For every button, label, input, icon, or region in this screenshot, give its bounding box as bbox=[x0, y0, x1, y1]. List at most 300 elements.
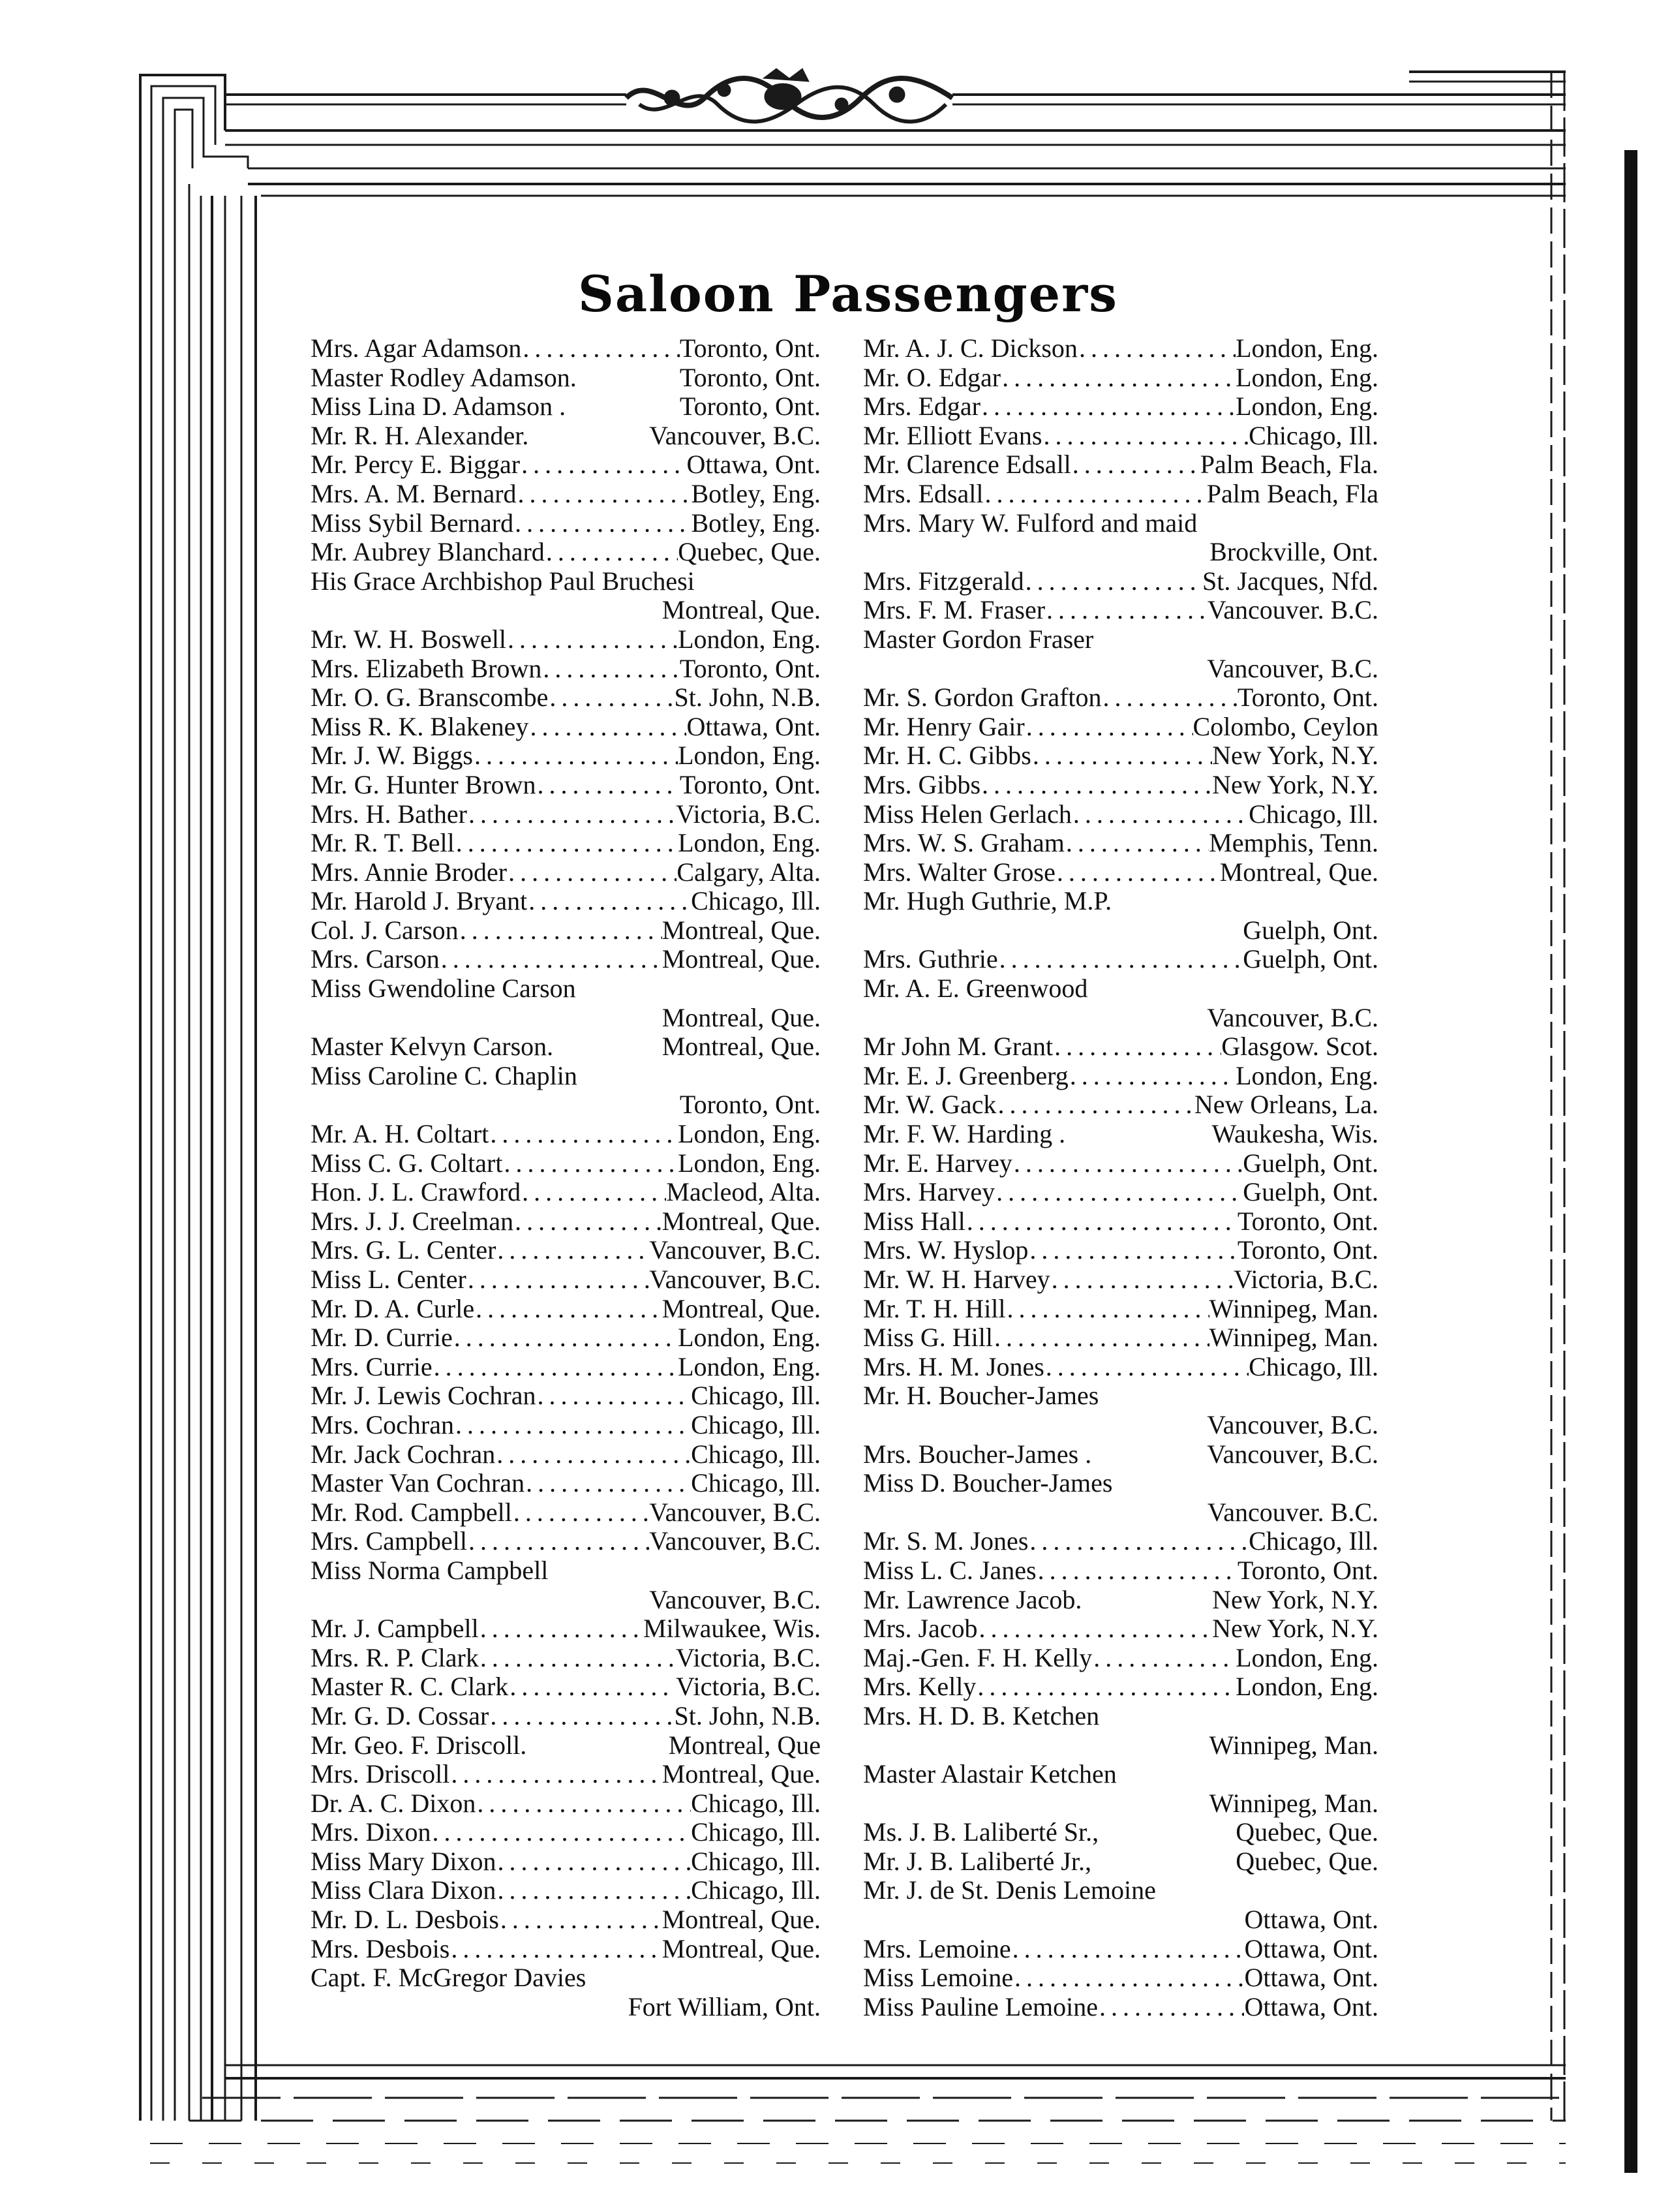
passenger-name: Mr. W. Gack bbox=[863, 1090, 997, 1120]
dot-leader bbox=[1071, 450, 1200, 480]
passenger-entry bbox=[311, 916, 821, 945]
passenger-name: Mr. J. de St. Denis Lemoine bbox=[863, 1875, 1156, 1905]
passenger-entry bbox=[863, 683, 1378, 713]
dot-leader bbox=[1056, 858, 1220, 887]
passenger-residence: Vancouver, B.C. bbox=[1207, 653, 1378, 683]
passenger-residence: London, Eng. bbox=[1236, 333, 1378, 363]
passenger-residence: Montreal, Que. bbox=[661, 1293, 821, 1323]
passenger-residence: London, Eng. bbox=[678, 1323, 821, 1353]
dot-leader bbox=[459, 916, 662, 945]
passenger-entry bbox=[311, 1847, 821, 1877]
passenger-residence: Vancouver. B.C. bbox=[1207, 595, 1378, 625]
dot-leader bbox=[449, 1935, 661, 1964]
passenger-entry bbox=[863, 422, 1378, 451]
passenger-entry bbox=[311, 1935, 821, 1964]
passenger-residence: London, Eng. bbox=[678, 741, 821, 771]
passenger-entry bbox=[863, 1993, 1378, 2022]
passenger-entry-continued bbox=[863, 1789, 1378, 1819]
dot-leader bbox=[467, 800, 676, 829]
passenger-entry bbox=[863, 713, 1378, 742]
passenger-name: Mr. Hugh Guthrie, M.P. bbox=[863, 886, 1112, 916]
dot-leader bbox=[524, 1469, 691, 1498]
passenger-entry bbox=[863, 1847, 1378, 1877]
passenger-name: Master R. C. Clark bbox=[311, 1672, 509, 1702]
dot-leader bbox=[466, 1265, 649, 1295]
dot-leader bbox=[1065, 829, 1209, 858]
passenger-entry bbox=[311, 1527, 821, 1556]
passenger-entry bbox=[311, 1032, 821, 1062]
passenger-entry bbox=[863, 1032, 1378, 1062]
passenger-residence: New York, N.Y. bbox=[1212, 769, 1378, 799]
passenger-residence: London, Eng. bbox=[678, 1351, 821, 1381]
passenger-residence: Memphis, Tenn. bbox=[1209, 828, 1378, 858]
dot-leader bbox=[548, 683, 674, 713]
passenger-name: Mr. R. T. Bell bbox=[311, 828, 455, 858]
passenger-name: Mr. R. H. Alexander. bbox=[311, 420, 529, 450]
passenger-entry bbox=[311, 1905, 821, 1935]
dot-leader bbox=[495, 1440, 691, 1469]
passenger-entry bbox=[311, 1672, 821, 1702]
passenger-residence: Chicago, Ill. bbox=[1249, 799, 1378, 829]
passenger-name: Mr. Aubrey Blanchard bbox=[311, 537, 545, 567]
passenger-name: Hon. J. L. Crawford bbox=[311, 1177, 521, 1207]
passenger-name: Mrs. R. P. Clark bbox=[311, 1642, 479, 1672]
passenger-entry bbox=[311, 1818, 821, 1847]
passenger-residence: Montreal, Que. bbox=[661, 944, 821, 974]
passenger-residence: Montreal, Que. bbox=[661, 1759, 821, 1789]
passenger-residence: Brockville, Ont. bbox=[1209, 537, 1378, 567]
passenger-name: Mrs. G. L. Center bbox=[311, 1235, 496, 1265]
passenger-residence: Winnipeg, Man. bbox=[1209, 1788, 1378, 1818]
passenger-entry bbox=[311, 625, 821, 654]
passenger-entry bbox=[311, 1062, 821, 1091]
passenger-name: Miss D. Boucher-James bbox=[863, 1468, 1113, 1498]
dot-leader bbox=[467, 1527, 649, 1556]
dot-leader bbox=[508, 1672, 676, 1702]
dot-leader bbox=[1053, 1032, 1221, 1062]
passenger-name: Miss Gwendoline Carson bbox=[311, 974, 576, 1004]
dot-leader bbox=[1069, 1062, 1236, 1091]
passenger-entry bbox=[863, 1556, 1378, 1586]
passenger-entry bbox=[863, 1236, 1378, 1265]
passenger-entry bbox=[863, 1120, 1378, 1149]
passenger-name: Mr. J. Lewis Cochran bbox=[311, 1381, 536, 1411]
passenger-residence: Quebec, Que. bbox=[678, 537, 821, 567]
dot-leader bbox=[474, 1295, 662, 1324]
passenger-name: Mr. Elliott Evans bbox=[863, 420, 1042, 450]
dot-leader bbox=[517, 480, 692, 509]
passenger-residence: Guelph, Ont. bbox=[1243, 944, 1378, 974]
passenger-name: Mrs. Jacob bbox=[863, 1614, 978, 1644]
passenger-name: Mr. J. W. Biggs bbox=[311, 741, 473, 771]
passenger-name: Mrs. Annie Broder bbox=[311, 857, 508, 887]
passenger-residence: Toronto, Ont. bbox=[1237, 1206, 1378, 1236]
passenger-residence: Montreal, Que. bbox=[661, 915, 821, 945]
passenger-entry bbox=[311, 422, 821, 451]
dot-leader bbox=[455, 829, 678, 858]
dot-leader bbox=[1042, 422, 1249, 451]
dot-leader bbox=[983, 480, 1206, 509]
dot-leader bbox=[1011, 1935, 1245, 1964]
passenger-residence: St. John, N.B. bbox=[674, 683, 821, 713]
ornament-scroll-icon bbox=[626, 69, 952, 121]
passenger-name: Mr. W. H. Harvey bbox=[863, 1265, 1050, 1294]
passenger-name: Mrs. J. J. Creelman bbox=[311, 1206, 514, 1236]
passenger-name: Mr. Henry Gair bbox=[863, 711, 1025, 741]
passenger-name: Miss Lina D. Adamson . bbox=[311, 392, 566, 422]
passenger-entry bbox=[311, 1381, 821, 1411]
dot-leader bbox=[512, 1498, 649, 1528]
passenger-entry bbox=[311, 945, 821, 974]
passenger-entry bbox=[311, 480, 821, 509]
passenger-entry bbox=[311, 392, 821, 422]
passenger-entry bbox=[311, 1469, 821, 1498]
passenger-residence: Chicago, Ill. bbox=[691, 1788, 821, 1818]
passenger-residence: London, Eng. bbox=[678, 624, 821, 654]
passenger-name: Miss Sybil Bernard bbox=[311, 508, 514, 538]
passenger-entry bbox=[863, 1644, 1378, 1673]
passenger-name: Miss Norma Campbell bbox=[311, 1555, 549, 1585]
passenger-entry bbox=[863, 887, 1378, 916]
passenger-name: Miss L. Center bbox=[311, 1265, 466, 1294]
passenger-residence: London, Eng. bbox=[1236, 1642, 1378, 1672]
passenger-entry bbox=[863, 771, 1378, 800]
passenger-residence: Ottawa, Ont. bbox=[686, 711, 821, 741]
passenger-entry bbox=[863, 480, 1378, 509]
passenger-entry bbox=[311, 567, 821, 596]
passenger-name: Master Gordon Fraser bbox=[863, 624, 1094, 654]
dot-leader bbox=[496, 1847, 691, 1877]
passenger-residence: Chicago, Ill. bbox=[691, 1409, 821, 1439]
passenger-entry bbox=[863, 1265, 1378, 1295]
passenger-entry bbox=[863, 1149, 1378, 1178]
passenger-name: Mr. J. B. Laliberté Jr., bbox=[863, 1846, 1091, 1876]
passenger-entry bbox=[311, 1731, 821, 1760]
dot-leader bbox=[476, 1789, 691, 1819]
passenger-name: Mr. H. C. Gibbs bbox=[863, 741, 1031, 771]
passenger-residence: Montreal, Que. bbox=[661, 1032, 821, 1062]
passenger-name: Miss R. K. Blakeney bbox=[311, 711, 529, 741]
passenger-residence: Milwaukee, Wis. bbox=[643, 1614, 821, 1644]
dot-leader bbox=[1028, 1527, 1249, 1556]
passenger-name: Mr. J. Campbell bbox=[311, 1614, 479, 1644]
passenger-residence: Victoria, B.C. bbox=[675, 1672, 821, 1702]
passenger-residence: New York, N.Y. bbox=[1212, 1614, 1378, 1644]
passenger-residence: Quebec, Que. bbox=[1236, 1817, 1378, 1847]
passenger-entry bbox=[863, 1702, 1378, 1731]
passenger-entry bbox=[863, 509, 1378, 538]
passenger-residence: London, Eng. bbox=[678, 1119, 821, 1149]
dot-leader bbox=[454, 1411, 691, 1440]
passenger-name: Mr. Clarence Edsall bbox=[863, 450, 1071, 480]
passenger-residence: Vancouver, B.C. bbox=[649, 420, 821, 450]
dot-leader bbox=[995, 1178, 1243, 1207]
passenger-residence: Vancouver, B.C. bbox=[1207, 1002, 1378, 1032]
passenger-name: Capt. F. McGregor Davies bbox=[311, 1963, 586, 1993]
passenger-name: Mr. Jack Cochran bbox=[311, 1439, 496, 1469]
passenger-name: Mr. S. Gordon Grafton bbox=[863, 683, 1102, 713]
passenger-entry bbox=[311, 363, 821, 393]
passenger-entry bbox=[863, 1876, 1378, 1905]
passenger-residence: Toronto, Ont. bbox=[679, 362, 821, 392]
passenger-residence: Toronto, Ont. bbox=[679, 333, 821, 363]
passenger-entry bbox=[863, 392, 1378, 422]
passenger-name: Maj.-Gen. F. H. Kelly bbox=[863, 1642, 1093, 1672]
passenger-entry bbox=[863, 1440, 1378, 1469]
passenger-residence: Chicago, Ill. bbox=[691, 1468, 821, 1498]
passenger-name: Mrs. Carson bbox=[311, 944, 440, 974]
passenger-name: Mrs. Currie bbox=[311, 1351, 433, 1381]
passenger-name: Mr. O. Edgar bbox=[863, 362, 1001, 392]
passenger-residence: Quebec, Que. bbox=[1236, 1846, 1378, 1876]
passenger-name: Mrs. Guthrie bbox=[863, 944, 998, 974]
passenger-residence: Toronto, Ont. bbox=[679, 1090, 821, 1120]
passenger-name: Mr. A. J. C. Dickson bbox=[863, 333, 1078, 363]
dot-leader bbox=[1024, 567, 1202, 596]
passenger-residence: Vancouver, B.C. bbox=[649, 1526, 821, 1556]
passenger-name: Mr. G. D. Cossar bbox=[311, 1700, 489, 1730]
passenger-entry bbox=[311, 1236, 821, 1265]
dot-leader bbox=[440, 945, 662, 974]
passenger-name: Mrs. Lemoine bbox=[863, 1933, 1011, 1963]
dot-leader bbox=[520, 450, 686, 480]
dot-leader bbox=[1072, 800, 1249, 829]
passenger-name: Mrs. F. M. Fraser bbox=[863, 595, 1046, 625]
passenger-name: Miss L. C. Janes bbox=[863, 1555, 1037, 1585]
dot-leader bbox=[536, 771, 680, 800]
dot-leader bbox=[965, 1207, 1238, 1237]
dot-leader bbox=[496, 1876, 691, 1905]
dot-leader bbox=[998, 945, 1243, 974]
passenger-entry bbox=[311, 1440, 821, 1469]
passenger-residence: Ottawa, Ont. bbox=[1244, 1905, 1378, 1935]
passenger-name: Mrs. H. Bather bbox=[311, 799, 467, 829]
passenger-name: Mrs. Agar Adamson bbox=[311, 333, 522, 363]
dot-leader bbox=[528, 713, 686, 742]
passenger-residence: Montreal, Que. bbox=[1219, 857, 1378, 887]
passenger-name: Mrs. Fitzgerald bbox=[863, 566, 1024, 596]
passenger-entry bbox=[311, 683, 821, 713]
passenger-name: Mr. G. Hunter Brown bbox=[311, 769, 536, 799]
passenger-residence: Chicago, Ill. bbox=[691, 1846, 821, 1876]
passenger-residence: Guelph, Ont. bbox=[1243, 915, 1378, 945]
passenger-entry bbox=[311, 654, 821, 684]
dot-leader bbox=[1006, 1295, 1209, 1324]
passenger-entry bbox=[311, 1556, 821, 1586]
passenger-name: Mr. Rod. Campbell bbox=[311, 1497, 512, 1527]
passenger-residence: New Orleans, La. bbox=[1194, 1090, 1378, 1120]
passenger-name: Mr. Percy E. Biggar bbox=[311, 450, 521, 480]
dot-leader bbox=[1012, 1149, 1243, 1178]
passenger-entry bbox=[311, 1760, 821, 1789]
passenger-name: Dr. A. C. Dixon bbox=[311, 1788, 476, 1818]
passenger-residence: Vancouver, B.C. bbox=[1207, 1439, 1378, 1469]
passenger-entry bbox=[863, 1090, 1378, 1120]
passenger-name: Mr. F. W. Harding . bbox=[863, 1119, 1066, 1149]
dot-leader bbox=[993, 1323, 1209, 1353]
passenger-name: Miss Pauline Lemoine bbox=[863, 1991, 1098, 2021]
passenger-residence: Montreal, Que. bbox=[661, 1905, 821, 1935]
page-title: Saloon Passengers bbox=[578, 264, 1118, 323]
dot-leader bbox=[1050, 1265, 1234, 1295]
passenger-entry bbox=[863, 567, 1378, 596]
passenger-entry bbox=[311, 1614, 821, 1644]
passenger-residence: London, Eng. bbox=[1236, 362, 1378, 392]
passenger-entry bbox=[863, 1295, 1378, 1324]
passenger-name: Mr. S. M. Jones bbox=[863, 1526, 1029, 1556]
passenger-residence: Vancouver, B.C. bbox=[1207, 1409, 1378, 1439]
passenger-name: Col. J. Carson bbox=[311, 915, 459, 945]
passenger-residence: Toronto, Ont. bbox=[1237, 1555, 1378, 1585]
passenger-residence: Chicago, Ill. bbox=[1249, 1526, 1378, 1556]
dot-leader bbox=[1045, 596, 1208, 625]
scan-edge-bar bbox=[1624, 150, 1637, 2173]
passenger-residence: Palm Beach, Fla bbox=[1206, 478, 1378, 508]
passenger-entry bbox=[311, 1353, 821, 1382]
passenger-entry bbox=[311, 829, 821, 858]
dot-leader bbox=[496, 1236, 649, 1265]
passenger-name: Master Rodley Adamson. bbox=[311, 362, 577, 392]
dot-leader bbox=[1001, 363, 1236, 393]
passenger-name: Mrs. Edgar bbox=[863, 392, 981, 422]
passenger-residence: Waukesha, Wis. bbox=[1211, 1119, 1378, 1149]
passenger-entry-continued bbox=[863, 1731, 1378, 1760]
passenger-list-right-column bbox=[863, 334, 1378, 2021]
passenger-entry bbox=[863, 1062, 1378, 1091]
dot-leader bbox=[507, 858, 676, 887]
passenger-name: Mrs. Cochran bbox=[311, 1409, 454, 1439]
passenger-entry bbox=[311, 1702, 821, 1731]
passenger-entry bbox=[311, 1295, 821, 1324]
passenger-name: Mrs. Desbois bbox=[311, 1933, 450, 1963]
passenger-entry bbox=[863, 1586, 1378, 1615]
passenger-name: Mr. D. Currie bbox=[311, 1323, 453, 1353]
passenger-entry bbox=[863, 1614, 1378, 1644]
dot-leader bbox=[1013, 1963, 1245, 1993]
dot-leader bbox=[502, 1149, 678, 1178]
passenger-name: Mr John M. Grant bbox=[863, 1032, 1054, 1062]
passenger-residence: New York, N.Y. bbox=[1212, 741, 1378, 771]
dot-leader bbox=[1025, 713, 1193, 742]
passenger-entry bbox=[311, 1149, 821, 1178]
passenger-entry bbox=[311, 741, 821, 771]
passenger-name: Mrs. Dixon bbox=[311, 1817, 431, 1847]
passenger-residence: Guelph, Ont. bbox=[1243, 1177, 1378, 1207]
passenger-name: Miss Caroline C. Chaplin bbox=[311, 1060, 577, 1090]
dot-leader bbox=[976, 1672, 1236, 1702]
passenger-entry bbox=[863, 334, 1378, 363]
passenger-entry-continued bbox=[311, 1993, 821, 2022]
passenger-name: Mr. Harold J. Bryant bbox=[311, 886, 528, 916]
passenger-name: Mrs. A. M. Bernard bbox=[311, 478, 517, 508]
passenger-residence: St. John, N.B. bbox=[674, 1700, 821, 1730]
dot-leader bbox=[978, 1614, 1213, 1644]
passenger-name: Mrs. Walter Grose bbox=[863, 857, 1056, 887]
passenger-entry bbox=[863, 1381, 1378, 1411]
passenger-name: Mrs. Harvey bbox=[863, 1177, 996, 1207]
dot-leader bbox=[473, 741, 678, 771]
passenger-name: Mrs. Campbell bbox=[311, 1526, 467, 1556]
passenger-residence: Chicago, Ill. bbox=[1249, 1351, 1378, 1381]
passenger-entry bbox=[311, 1644, 821, 1673]
dot-leader bbox=[981, 771, 1212, 800]
passenger-entry-continued bbox=[863, 1905, 1378, 1935]
dot-leader bbox=[521, 1178, 666, 1207]
passenger-residence: Vancouver, B.C. bbox=[649, 1265, 821, 1294]
passenger-residence: Victoria, B.C. bbox=[1233, 1265, 1378, 1294]
passenger-residence: Toronto, Ont. bbox=[679, 769, 821, 799]
passenger-residence: Montreal, Que. bbox=[661, 595, 821, 625]
passenger-entry bbox=[311, 887, 821, 916]
passenger-name: Mr. W. H. Boswell bbox=[311, 624, 507, 654]
passenger-name: Mrs. Edsall bbox=[863, 478, 984, 508]
passenger-name: Mr. A. H. Coltart bbox=[311, 1119, 489, 1149]
passenger-entry-continued bbox=[311, 1004, 821, 1033]
passenger-list-left-column bbox=[311, 334, 821, 2021]
passenger-name: Mr. D. A. Curle bbox=[311, 1293, 475, 1323]
passenger-name: Mrs. W. S. Graham bbox=[863, 828, 1065, 858]
passenger-name: Mr. T. H. Hill bbox=[863, 1293, 1006, 1323]
passenger-name: Mr. Geo. F. Driscoll. bbox=[311, 1730, 527, 1760]
dot-leader bbox=[1044, 1353, 1249, 1382]
dot-leader bbox=[521, 334, 680, 363]
passenger-residence: Winnipeg, Man. bbox=[1209, 1323, 1378, 1353]
dot-leader bbox=[541, 654, 680, 684]
dot-leader bbox=[489, 1120, 678, 1149]
passenger-name: Miss Mary Dixon bbox=[311, 1846, 496, 1876]
passenger-residence: Colombo, Ceylon bbox=[1193, 711, 1378, 741]
passenger-residence: Chicago, Ill. bbox=[691, 886, 821, 916]
passenger-name: Mrs. Kelly bbox=[863, 1672, 977, 1702]
passenger-entry bbox=[311, 450, 821, 480]
passenger-residence: Winnipeg, Man. bbox=[1209, 1293, 1378, 1323]
passenger-residence: Victoria, B.C. bbox=[675, 799, 821, 829]
passenger-residence: Ottawa, Ont. bbox=[1244, 1933, 1378, 1963]
dot-leader bbox=[431, 1818, 691, 1847]
passenger-entry bbox=[863, 1469, 1378, 1498]
passenger-entry bbox=[863, 1353, 1378, 1382]
passenger-residence: Toronto, Ont. bbox=[679, 392, 821, 422]
passenger-entry bbox=[863, 1672, 1378, 1702]
passenger-residence: Montreal, Que. bbox=[661, 1933, 821, 1963]
dot-leader bbox=[545, 538, 678, 567]
passenger-residence: Glasgow. Scot. bbox=[1221, 1032, 1378, 1062]
passenger-name: Miss Helen Gerlach bbox=[863, 799, 1072, 829]
dot-leader bbox=[1037, 1556, 1238, 1586]
passenger-entry bbox=[863, 1178, 1378, 1207]
passenger-name: Miss G. Hill bbox=[863, 1323, 993, 1353]
passenger-residence: Toronto, Ont. bbox=[1237, 1235, 1378, 1265]
passenger-name: Mrs. Elizabeth Brown bbox=[311, 653, 542, 683]
passenger-name: Mrs. Boucher-James . bbox=[863, 1439, 1092, 1469]
passenger-entry-continued bbox=[863, 654, 1378, 684]
passenger-name: Mr. O. G. Branscombe bbox=[311, 683, 549, 713]
passenger-entry bbox=[311, 334, 821, 363]
dot-leader bbox=[1098, 1993, 1245, 2022]
passenger-entry-continued bbox=[863, 538, 1378, 567]
passenger-entry bbox=[863, 1760, 1378, 1789]
passenger-name: Mr. Lawrence Jacob. bbox=[863, 1584, 1082, 1614]
passenger-residence: Botley, Eng. bbox=[691, 478, 821, 508]
passenger-entry bbox=[311, 1120, 821, 1149]
dot-leader bbox=[479, 1644, 676, 1673]
passenger-entry bbox=[311, 771, 821, 800]
passenger-residence: Chicago, Ill. bbox=[691, 1817, 821, 1847]
passenger-entry bbox=[311, 538, 821, 567]
passenger-name: His Grace Archbishop Paul Bruchesi bbox=[311, 566, 695, 596]
passenger-entry bbox=[863, 829, 1378, 858]
dot-leader bbox=[506, 625, 678, 654]
